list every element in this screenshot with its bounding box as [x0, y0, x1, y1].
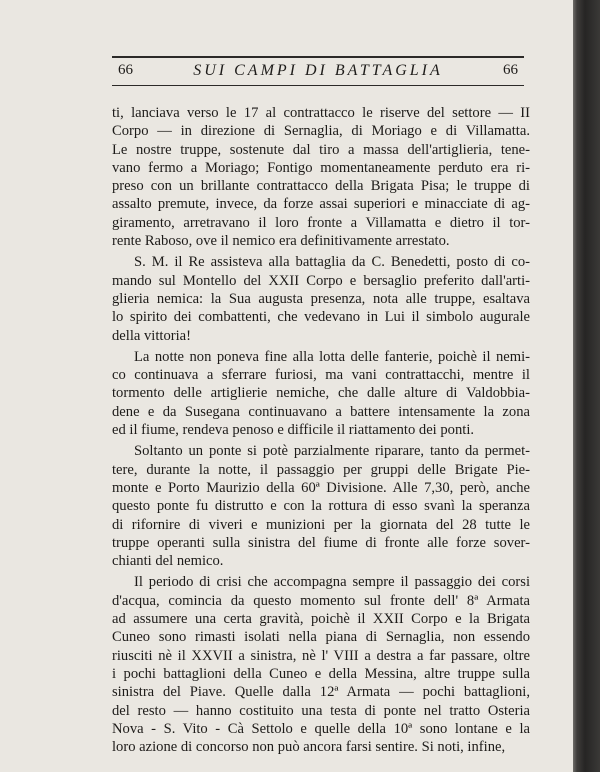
text-line: dene e da Susegana continuavano a battere intensamente la zona — [112, 403, 530, 420]
text-line: sinistra del Piave. Quelle dalla 12ª Armata — pochi battaglioni, — [112, 684, 530, 701]
paragraph — [112, 573, 530, 756]
text-line: Soltanto un ponte si potè parzialmente riparare, tanto da permet- — [134, 443, 530, 460]
text-line: La notte non poneva fine alla lotta delle fanterie, poichè il nemi- — [134, 348, 530, 365]
text-line: assalto premute, invece, da forze assai superiori e minacciate di ag- — [112, 196, 530, 213]
text-line: lo spirito dei combattenti, che vedevano in Lui il simbolo augurale — [112, 309, 530, 326]
text-line: riusciti nè il XXVII a sinistra, nè l' VIII a destra a far passare, oltre — [112, 647, 530, 664]
paragraph — [112, 253, 530, 344]
text-line: mando sul Montello del XXII Corpo e bersaglio preferito dall'arti- — [112, 272, 530, 289]
text-line: chianti del nemico. — [112, 553, 224, 570]
text-line: tormento delle artiglierie nemiche, che dalle alture di Valdobbia- — [112, 385, 530, 402]
text-line: i pochi battaglioni della Cuneo e della Messina, altre truppe sulla — [112, 665, 530, 682]
running-title: SUI CAMPI DI BATTAGLIA — [193, 62, 443, 79]
text-line: Le nostre truppe, sostenute dal tiro a massa dell'artiglieria, tene- — [112, 141, 530, 158]
paragraph — [112, 442, 530, 570]
text-line: ed il fiume, rendeva penoso e difficile il riattamento dei ponti. — [112, 422, 475, 439]
paragraph — [112, 348, 530, 439]
text-line: glieria nemica: la Sua augusta presenza, nota alle truppe, esaltava — [112, 290, 530, 307]
text-line: loro azione di concorso non può ancora farsi sentire. Si noti, infine, — [112, 739, 506, 756]
text-line: Il periodo di crisi che accompagna sempre il passaggio dei corsi — [134, 574, 530, 591]
text-line: Nova - S. Vito - Cà Settolo e quelle della 10ª sono lontane e la — [112, 720, 530, 737]
text-line: Cuneo sono rimasti isolati nella piana di Sernaglia, non essendo — [112, 629, 530, 646]
text-line: truppe operanti sulla sinistra del fiume di fronte alle forze sover- — [112, 534, 530, 551]
text-line: della vittoria! — [112, 327, 192, 344]
running-header — [112, 60, 524, 84]
text-line: Corpo — in direzione di Sernaglia, di Moriago e di Villamatta. — [112, 123, 530, 140]
text-line: ad assumere una certa gravità, poichè il XXII Corpo e la Brigata — [112, 611, 530, 628]
text-line: tere, durante la notte, il passaggio per gruppi delle Brigate Pie- — [112, 461, 530, 478]
text-line: giramento, arretravano il loro fronte a Villamatta e dietro il tor- — [112, 214, 530, 231]
body-text — [112, 104, 530, 756]
header-top-rule — [112, 56, 524, 58]
text-line: d'acqua, comincia da questo momento sul fronte dell' 8ª Armata — [112, 592, 530, 609]
text-line: questo ponte fu distrutto e con la rottura di esso svanì la speranza — [112, 498, 530, 515]
paragraph — [112, 104, 530, 250]
text-line: del resto — hanno costituito una testa di ponte nel tratto Osteria — [112, 702, 530, 719]
text-line: co continuava a sferrare furiosi, ma vani contrattacchi, mentre il — [112, 367, 530, 384]
text-line: preso con un brillante contrattacco della Brigata Pisa; le truppe di — [112, 178, 530, 195]
text-line: rente Raboso, ove il nemico era definitivamente arrestato. — [112, 233, 450, 250]
page-number-left: 66 — [118, 62, 133, 78]
text-line: di rifornire di viveri e munizioni per la giornata del 28 tutte le — [112, 516, 530, 533]
text-line: ti, lanciava verso le 17 al contrattacco le riserve del settore — II — [112, 105, 530, 121]
book-spine-shadow — [573, 0, 600, 772]
header-bottom-rule — [112, 85, 524, 86]
text-line: S. M. il Re assisteva alla battaglia da C. Benedetti, posto di co- — [134, 254, 530, 271]
page-number-right: 66 — [503, 62, 518, 78]
text-line: monte e Porto Maurizio della 60ª Divisione. Alle 7,30, però, anche — [112, 479, 530, 496]
text-line: vano fermo a Moriago; Fontigo momentaneamente perduto era ri- — [112, 159, 530, 176]
